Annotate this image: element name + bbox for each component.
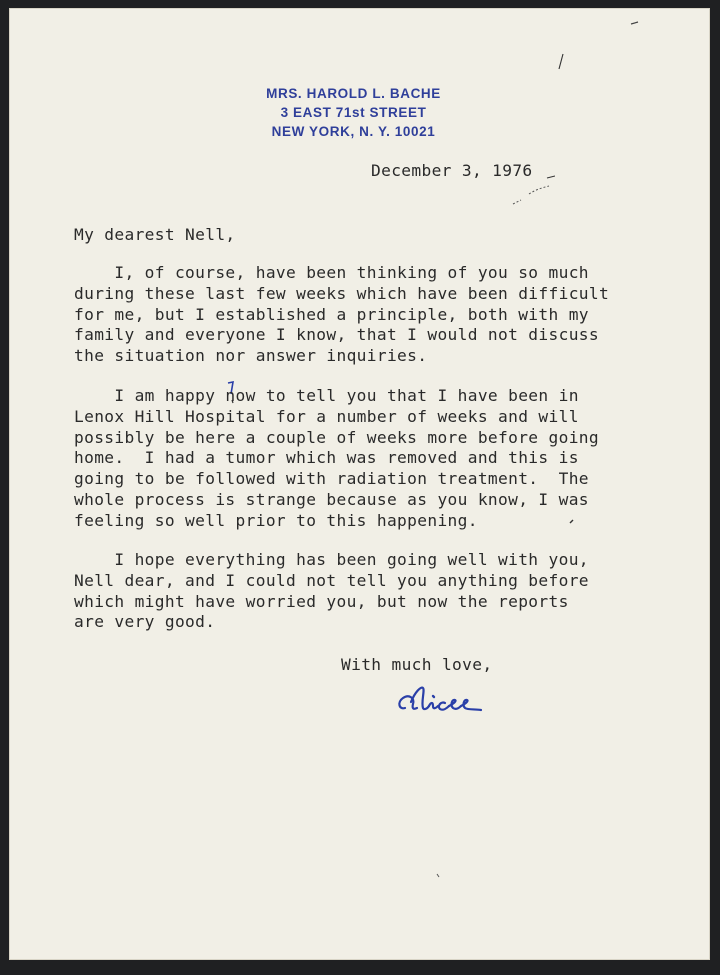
- letterhead: [9, 84, 710, 141]
- salutation: My dearest Nell,: [74, 225, 236, 244]
- ink-tick-icon: [567, 516, 577, 526]
- paragraph-3: I hope everything has been going well with you, Nell dear, and I could not tell you anything before which might have worried you, but now the reports are very good.: [74, 550, 589, 632]
- pencil-scribble-icon: [503, 174, 555, 210]
- paragraph-2: I am happy now to tell you that I have been in Lenox Hill Hospital for a number of weeks and will possibly be here a couple of weeks more before going home. I had a tumor which was removed and this is going to be followed with radiation treatment. The whole process is strange because as you know, I was feeling so well prior to this happening.: [74, 386, 599, 530]
- paragraph-1: I, of course, have been thinking of you so much during these last few weeks which have been difficult for me, but I established a principle, both with my family and everyone I know, that I would not discuss the situation nor answer inquiries.: [74, 263, 610, 366]
- corner-mark-icon: [629, 18, 641, 28]
- pencil-dot-icon: [433, 871, 443, 881]
- letterhead-street: 3 EAST 71st STREET: [280, 105, 427, 120]
- letter-page: [9, 8, 710, 960]
- letter-date: December 3, 1976: [371, 161, 533, 180]
- closing: With much love,: [341, 655, 493, 674]
- letterhead-name: MRS. HAROLD L. BACHE: [266, 86, 441, 101]
- pencil-mark-icon: [555, 52, 567, 72]
- letterhead-city: NEW YORK, N. Y. 10021: [271, 124, 436, 139]
- signature: [393, 684, 483, 720]
